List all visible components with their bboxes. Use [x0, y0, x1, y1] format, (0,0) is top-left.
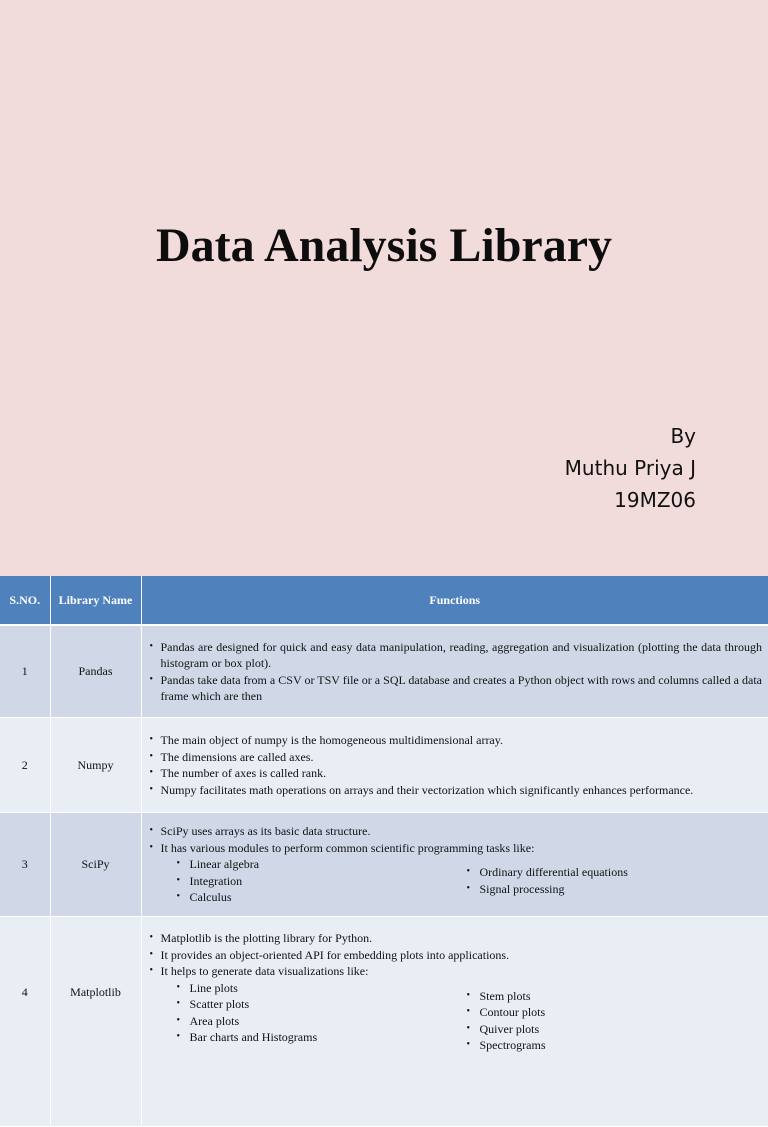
- author-id: 19MZ06: [614, 488, 696, 512]
- byline-by: By: [670, 424, 696, 448]
- sub-item: • Spectrograms: [467, 1037, 546, 1054]
- function-list: [150, 639, 763, 705]
- sub-item: • Scatter plots: [177, 996, 467, 1013]
- sub-item: • Area plots: [177, 1013, 467, 1030]
- table-row: [0, 625, 768, 718]
- header-functions: Functions: [141, 576, 768, 625]
- sub-item: • Bar charts and Histograms: [177, 1029, 467, 1046]
- functions-cell: [141, 917, 768, 1127]
- table-header-row: [0, 576, 768, 625]
- row-number: 2: [0, 718, 50, 813]
- sub-item: • Quiver plots: [467, 1021, 546, 1038]
- author-byline: [565, 420, 696, 516]
- sub-list: [150, 856, 763, 906]
- function-item: • Pandas take data from a CSV or TSV file or a SQL database and creates a Python object with rows and columns called a data frame which are then: [150, 672, 763, 705]
- table-row: [0, 718, 768, 813]
- function-item: • Numpy facilitates math operations on arrays and their vectorization which significantly enhances performance.: [150, 782, 763, 799]
- sub-item: • Calculus: [177, 889, 467, 906]
- functions-cell: [141, 718, 768, 813]
- table-row: [0, 813, 768, 917]
- row-number: 3: [0, 813, 50, 917]
- function-list: [150, 823, 763, 856]
- sub-item: • Ordinary differential equations: [467, 864, 628, 881]
- library-name: Pandas: [50, 625, 141, 718]
- sub-item: • Signal processing: [467, 881, 628, 898]
- function-item: • It provides an object-oriented API for embedding plots into applications.: [150, 947, 763, 964]
- functions-cell: [141, 813, 768, 917]
- sub-list-right: [467, 988, 546, 1054]
- library-name: Numpy: [50, 718, 141, 813]
- sub-list-left: [177, 980, 467, 1054]
- function-item: • It has various modules to perform common scientific programming tasks like:: [150, 840, 763, 857]
- function-item: • It helps to generate data visualizations like:: [150, 963, 763, 980]
- table-row: [0, 917, 768, 1127]
- library-table-slide: [0, 576, 768, 1052]
- header-library-name: Library Name: [50, 576, 141, 625]
- sub-list-right: [467, 864, 628, 906]
- function-item: • SciPy uses arrays as its basic data structure.: [150, 823, 763, 840]
- library-name: Matplotlib: [50, 917, 141, 1127]
- slide-title: Data Analysis Library: [155, 219, 613, 272]
- functions-cell: [141, 625, 768, 718]
- function-item: • The dimensions are called axes.: [150, 749, 763, 766]
- sub-list-left: [177, 856, 467, 906]
- library-name: SciPy: [50, 813, 141, 917]
- function-item: • Pandas are designed for quick and easy data manipulation, reading, aggregation and visualization (plotting the data through histogram or box plot).: [150, 639, 763, 672]
- sub-item: • Stem plots: [467, 988, 546, 1005]
- header-sno: S.NO.: [0, 576, 50, 625]
- author-name: Muthu Priya J: [564, 456, 696, 480]
- row-number: 1: [0, 625, 50, 718]
- function-item: • The number of axes is called rank.: [150, 765, 763, 782]
- sub-list: [150, 980, 763, 1054]
- sub-item: • Linear algebra: [177, 856, 467, 873]
- sub-item: • Contour plots: [467, 1004, 546, 1021]
- sub-item: • Line plots: [177, 980, 467, 997]
- sub-item: • Integration: [177, 873, 467, 890]
- row-number: 4: [0, 917, 50, 1127]
- library-table: [0, 576, 768, 1127]
- function-item: • Matplotlib is the plotting library for Python.: [150, 930, 763, 947]
- function-list: [150, 930, 763, 980]
- function-list: [150, 732, 763, 798]
- function-item: • The main object of numpy is the homogeneous multidimensional array.: [150, 732, 763, 749]
